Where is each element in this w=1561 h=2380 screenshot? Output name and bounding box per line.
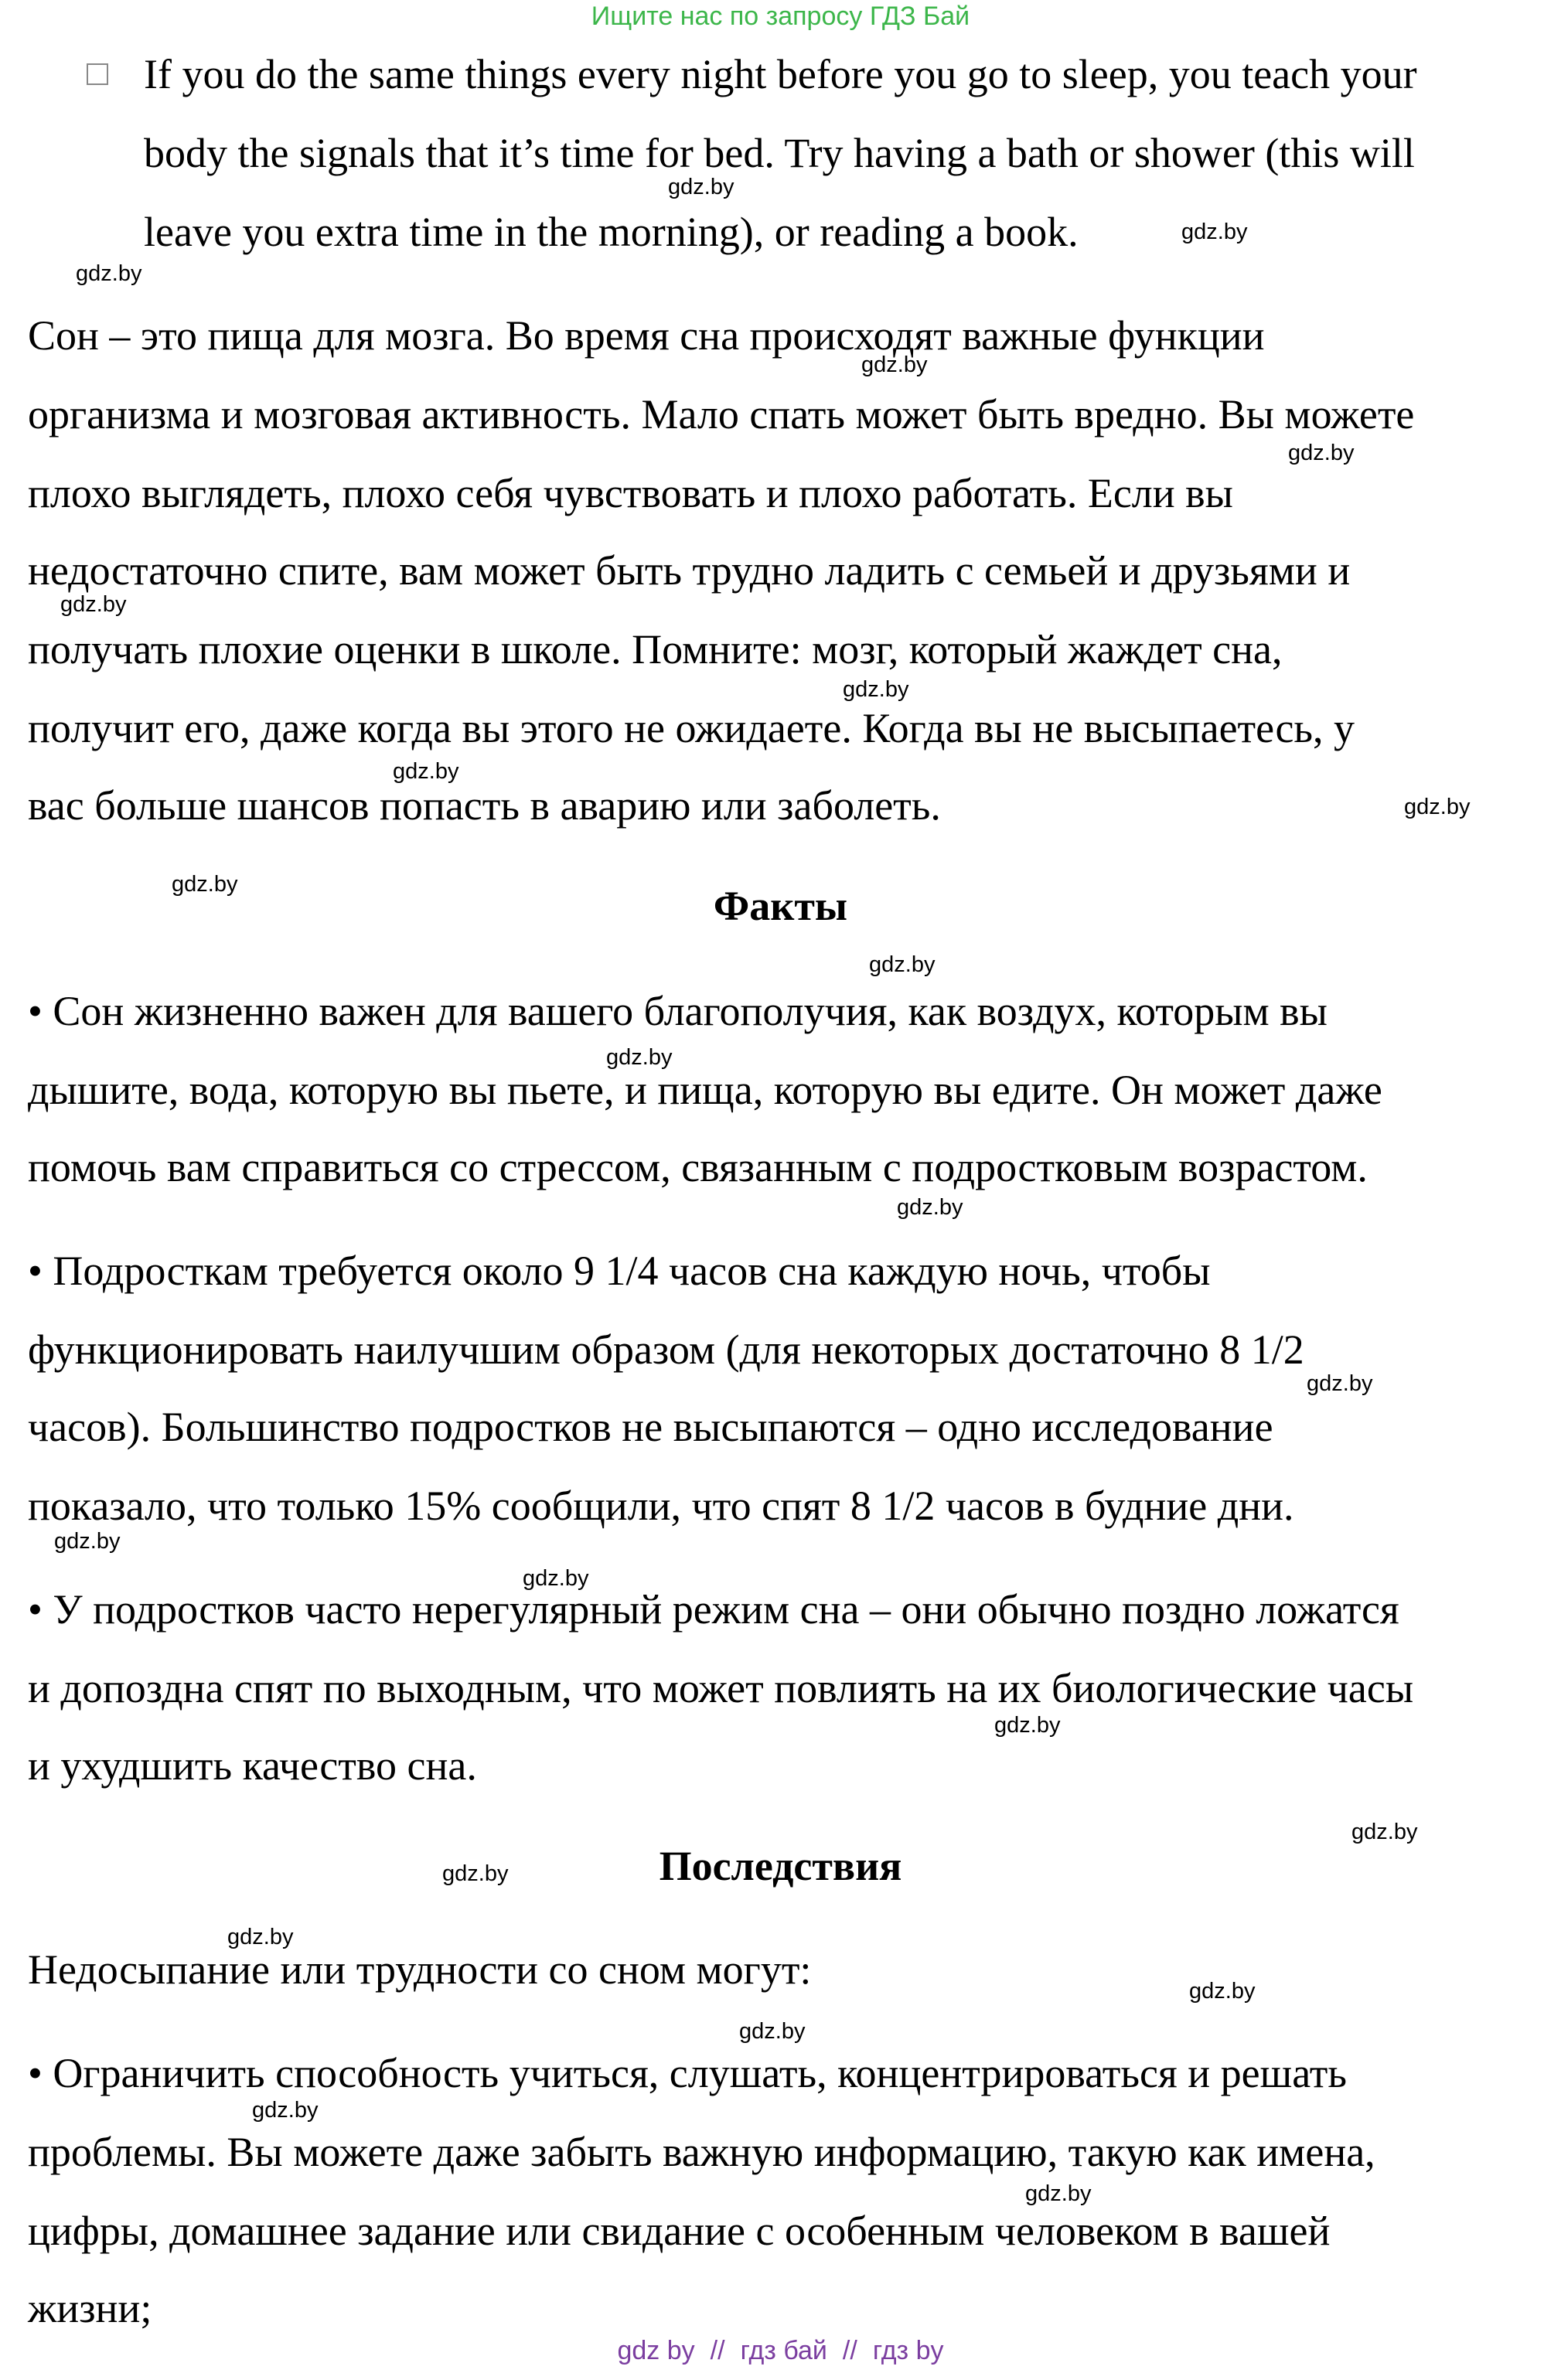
facts-line: • У подростков часто нерегулярный режим сна – они обычно поздно ложатся bbox=[28, 1586, 1399, 1633]
watermark: gdz.by bbox=[442, 1861, 509, 1886]
intro-line: плохо выглядеть, плохо себя чувствовать и плохо работать. Если вы bbox=[28, 470, 1233, 516]
watermark: gdz.by bbox=[1307, 1371, 1373, 1396]
consequences-line: жизни; bbox=[28, 2285, 152, 2331]
watermark: gdz.by bbox=[252, 2098, 319, 2123]
intro-line: Сон – это пища для мозга. Во время сна происходят важные функции bbox=[28, 312, 1265, 359]
consequences-line: • Ограничить способность учиться, слушать, концентрироваться и решать bbox=[28, 2050, 1348, 2096]
watermark: gdz.by bbox=[869, 952, 936, 977]
watermark: gdz.by bbox=[861, 352, 928, 377]
watermark: gdz.by bbox=[172, 872, 238, 897]
watermark: gdz.by bbox=[1189, 1979, 1256, 2004]
facts-line: показало, что только 15% сообщили, что спят 8 1/2 часов в будние дни. bbox=[28, 1483, 1294, 1529]
bottom-banner-separator: // bbox=[842, 2336, 857, 2365]
watermark: gdz.by bbox=[523, 1566, 589, 1591]
intro-line: получит его, даже когда вы этого не ожидаете. Когда вы не высыпаетесь, у bbox=[28, 705, 1355, 751]
consequences-line: проблемы. Вы можете даже забыть важную информацию, такую как имена, bbox=[28, 2129, 1375, 2175]
watermark: gdz.by bbox=[606, 1045, 673, 1070]
facts-line: • Сон жизненно важен для вашего благополучия, как воздух, которым вы bbox=[28, 988, 1328, 1034]
watermark: gdz.by bbox=[668, 175, 734, 199]
facts-heading: Факты bbox=[713, 883, 848, 929]
watermark: gdz.by bbox=[739, 2019, 806, 2044]
watermark: gdz.by bbox=[1181, 220, 1248, 244]
facts-line: дышите, вода, которую вы пьете, и пища, которую вы едите. Он может даже bbox=[28, 1067, 1382, 1113]
top-banner: Ищите нас по запросу ГДЗ Бай bbox=[591, 2, 970, 31]
bottom-banner-separator: // bbox=[710, 2336, 725, 2365]
watermark: gdz.by bbox=[843, 677, 909, 702]
bottom-banner-part: гдз бай bbox=[740, 2336, 827, 2365]
english-line: If you do the same things every night before you go to sleep, you teach your bbox=[144, 51, 1417, 97]
facts-line: помочь вам справиться со стрессом, связанным с подростковым возрастом. bbox=[28, 1144, 1368, 1190]
watermark: gdz.by bbox=[60, 592, 127, 617]
facts-line: функционировать наилучшим образом (для некоторых достаточно 8 1/2 bbox=[28, 1326, 1304, 1373]
bottom-banner bbox=[0, 2336, 1561, 2366]
facts-line: и допоздна спят по выходным, что может повлиять на их биологические часы bbox=[28, 1665, 1414, 1711]
intro-line: получать плохие оценки в школе. Помните: мозг, который жаждет сна, bbox=[28, 626, 1283, 672]
consequences-heading: Последствия bbox=[659, 1843, 902, 1889]
watermark: gdz.by bbox=[76, 261, 142, 286]
watermark: gdz.by bbox=[994, 1713, 1061, 1738]
facts-line: • Подросткам требуется около 9 1/4 часов сна каждую ночь, чтобы bbox=[28, 1248, 1211, 1294]
consequences-line: цифры, домашнее задание или свидание с особенным человеком в вашей bbox=[28, 2208, 1331, 2254]
watermark: gdz.by bbox=[1351, 1820, 1418, 1844]
english-line: leave you extra time in the morning), or reading a book. bbox=[144, 209, 1079, 255]
intro-line: вас больше шансов попасть в аварию или заболеть. bbox=[28, 782, 941, 829]
watermark: gdz.by bbox=[1404, 795, 1471, 819]
bottom-banner-part: гдз by bbox=[872, 2336, 944, 2365]
intro-line: организма и мозговая активность. Мало спать может быть вредно. Вы можете bbox=[28, 391, 1415, 438]
watermark: gdz.by bbox=[393, 759, 459, 784]
bottom-banner-part: gdz by bbox=[617, 2336, 695, 2365]
watermark: gdz.by bbox=[1288, 441, 1355, 465]
intro-line: недостаточно спите, вам может быть трудно ладить с семьей и друзьями и bbox=[28, 547, 1351, 594]
facts-line: часов). Большинство подростков не высыпаются – одно исследование bbox=[28, 1404, 1273, 1450]
bullet-checkbox-icon bbox=[87, 63, 108, 85]
consequences-line: Недосыпание или трудности со сном могут: bbox=[28, 1946, 812, 1993]
watermark: gdz.by bbox=[1025, 2181, 1092, 2206]
watermark: gdz.by bbox=[227, 1925, 294, 1949]
watermark: gdz.by bbox=[897, 1195, 963, 1220]
facts-line: и ухудшить качество сна. bbox=[28, 1742, 477, 1789]
watermark: gdz.by bbox=[54, 1529, 121, 1554]
english-line: body the signals that it’s time for bed. Try having a bath or shower (this will bbox=[144, 130, 1415, 176]
